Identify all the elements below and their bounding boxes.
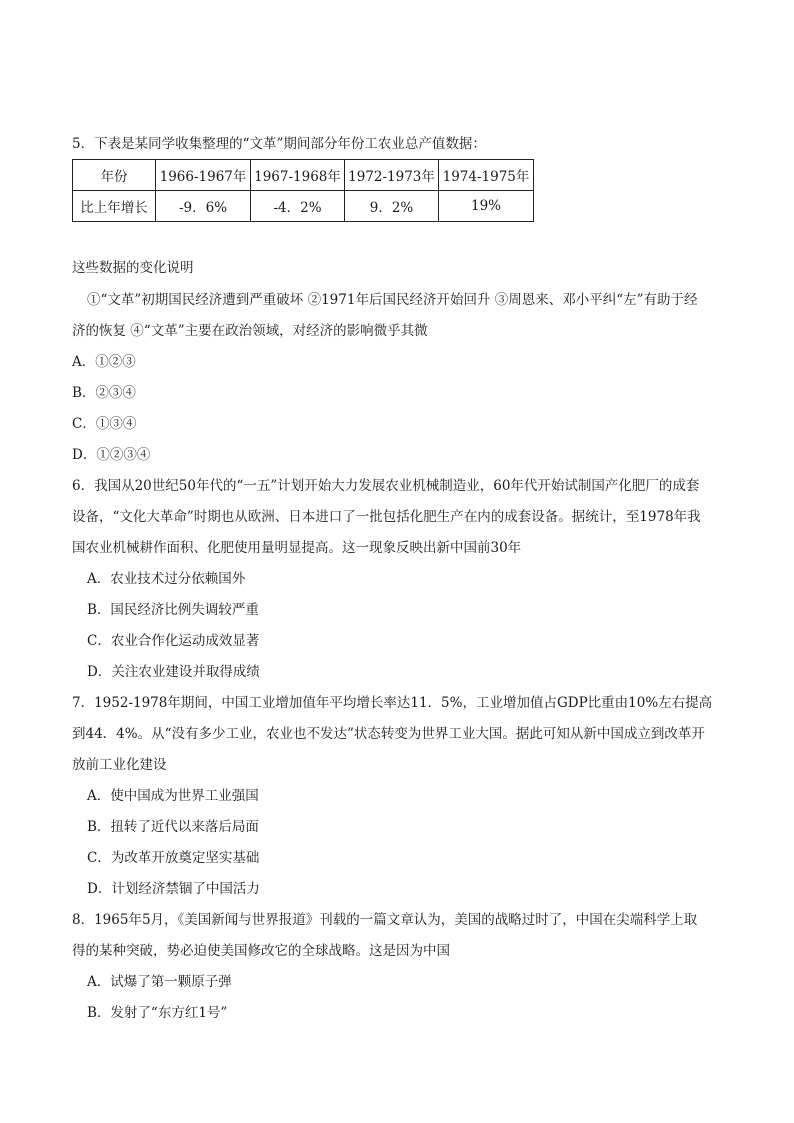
q7-option-b: B．扭转了近代以来落后局面 xyxy=(87,819,259,835)
q5-option-b: B．②③④ xyxy=(72,385,136,401)
q7-option-d: D．计划经济禁锢了中国活力 xyxy=(87,881,260,897)
q6-stem-line-2: 设备，“文化大革命”时期也从欧洲、日本进口了一批包括化肥生产在内的成套设备。据统计，至1978年我 xyxy=(72,509,701,525)
table-cell: 9．2% xyxy=(345,191,439,222)
q6-option-b: B．国民经济比例失调较严重 xyxy=(87,602,259,618)
q7-stem-line-3: 放前工业化建设 xyxy=(72,757,167,773)
q5-stem: 5．下表是某同学收集整理的“文革”期间部分年份工农业总产值数据： xyxy=(72,136,486,152)
q7-option-a: A．使中国成为世界工业强国 xyxy=(87,788,259,804)
q5-statements-line-1: ①“文革”初期国民经济遭到严重破坏 ②1971年后国民经济开始回升 ③周恩来、邓小平纠“左”有助于经 xyxy=(87,292,698,308)
q8-option-b: B．发射了“东方红1号” xyxy=(87,1005,228,1021)
q8-stem-line-2: 得的某种突破，势必迫使美国修改它的全球战略。这是因为中国 xyxy=(72,943,450,959)
q5-option-a: A．①②③ xyxy=(72,354,136,370)
table-header-cell: 年份 xyxy=(73,160,156,191)
q5-statements-line-2: 济的恢复 ④“文革”主要在政治领域，对经济的影响微乎其微 xyxy=(72,323,428,339)
q5-data-table xyxy=(72,159,534,222)
q5-option-c: C．①③④ xyxy=(72,416,137,432)
table-cell: 比上年增长 xyxy=(73,191,156,222)
q7-stem-line-2: 到44．4%。从“没有多少工业，农业也不发达”状态转变为世界工业大国。据此可知从新中国成立到改革开 xyxy=(72,726,705,742)
q6-option-a: A．农业技术过分依赖国外 xyxy=(87,571,246,587)
table-cell: 19% xyxy=(439,191,534,222)
table-header-row xyxy=(73,160,534,191)
q7-stem-line-1: 7．1952-1978年期间，中国工业增加值年平均增长率达11．5%，工业增加值占GDP比重由10%左右提高 xyxy=(72,695,713,711)
table-header-cell: 1966-1967年 xyxy=(156,160,251,191)
q8-option-a: A．试爆了第一颗原子弹 xyxy=(87,974,232,990)
q8-stem-line-1: 8．1965年5月，《美国新闻与世界报道》刊载的一篇文章认为，美国的战略过时了，中国在尖端科学上取 xyxy=(72,912,698,928)
table-header-cell: 1972-1973年 xyxy=(345,160,439,191)
q6-stem-line-3: 国农业机械耕作面积、化肥使用量明显提高。这一现象反映出新中国前30年 xyxy=(72,540,522,556)
q6-option-c: C．农业合作化运动成效显著 xyxy=(87,633,260,649)
q6-stem-line-1: 6．我国从20世纪50年代的“一五”计划开始大力发展农业机械制造业，60年代开始试制国产化肥厂的成套 xyxy=(72,478,700,494)
q5-prompt: 这些数据的变化说明 xyxy=(72,260,194,276)
table-cell: -4．2% xyxy=(251,191,345,222)
table-cell: -9．6% xyxy=(156,191,251,222)
table-header-cell: 1967-1968年 xyxy=(251,160,345,191)
q6-option-d: D．关注农业建设并取得成绩 xyxy=(87,664,260,680)
q7-option-c: C．为改革开放奠定坚实基础 xyxy=(87,850,260,866)
table-row xyxy=(73,191,534,222)
q5-option-d: D．①②③④ xyxy=(72,447,151,463)
table-header-cell: 1974-1975年 xyxy=(439,160,534,191)
